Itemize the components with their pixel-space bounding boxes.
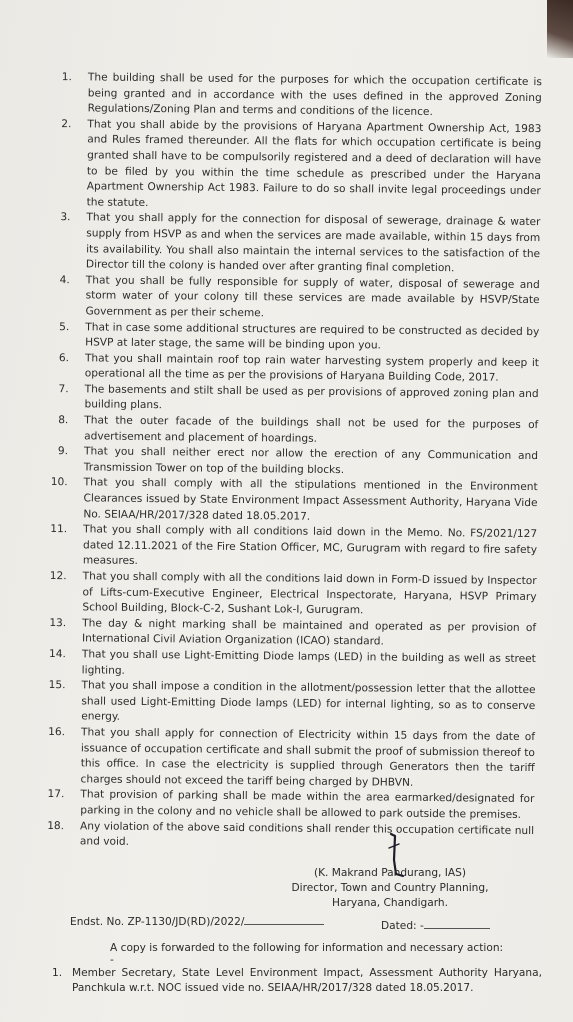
condition-number: 17. <box>47 788 65 801</box>
condition-number: 14. <box>48 647 66 661</box>
condition-number: 11. <box>50 523 68 536</box>
condition-text: That the outer facade of the buildings shall not be used for the purposes of advertisement and placement of hoardings. <box>84 414 539 445</box>
condition-text: That you shall apply for connection of Electricity within 15 days from the date of issuance of occupation certificate and shall submit the proof of submission thereof to this office. In case the electricity is supplied through Generators then the tariff charges should not exceed the tariff being charged by DHBVN. <box>80 726 536 789</box>
condition-item <box>44 818 534 854</box>
condition-text: That you shall comply with all the stipulations mentioned in the Environment Clearances issued by State Environment Impact Assessment Authority, Haryana Vide No. SEIAA/HR/2017/328 dated 18.05.2017. <box>83 476 538 523</box>
condition-item <box>46 647 536 683</box>
condition-item <box>51 117 542 216</box>
copy-recipient-item <box>52 966 542 996</box>
condition-number: 1. <box>61 71 72 84</box>
conditions-list <box>44 70 542 855</box>
condition-number: 7. <box>58 382 69 396</box>
condition-text: Any violation of the above said conditions shall render this occupation certificate null and void. <box>79 819 535 848</box>
condition-item <box>47 475 537 527</box>
condition-text: The basements and stilt shall be used as per provisions of approved zoning plan and building plans. <box>84 383 539 412</box>
condition-number: 9. <box>57 445 69 458</box>
condition-text: That in case some additional structures are required to be constructed as decided by HSVP at later stage, the same will be binding upon you. <box>85 320 540 352</box>
condition-text: That you shall apply for the connection for disposal of sewerage, drainage & water supply from HSVP as and when the services are made available, within 15 days from its availability. You shall also maintain the internal services to the satisfaction of the Director till the colony is handed over after granting final completion. <box>85 211 541 275</box>
condition-number: 15. <box>48 679 66 692</box>
condition-item <box>47 522 537 574</box>
signatory-name: (K. Makrand Pandurang, IAS) <box>313 867 467 879</box>
condition-item <box>46 616 536 652</box>
condition-number: 16. <box>48 725 66 739</box>
condition-item <box>48 382 538 418</box>
signature-block <box>290 866 490 911</box>
condition-item <box>49 319 539 355</box>
condition-number: 4. <box>59 273 70 286</box>
condition-text: The day & night marking shall be maintained and operated as per provision of International Civil Aviation Organization (ICAO) standard. <box>81 617 537 648</box>
condition-text: That you shall impose a condition in the allotment/possession letter that the allottee shall used Light-Emitting Diode lamps (LED) for internal lighting, so as to conserve energy. <box>81 679 536 724</box>
condition-item <box>48 413 538 449</box>
endorsement-date <box>381 918 490 932</box>
condition-number: 3. <box>60 211 71 224</box>
dated-blank <box>424 918 490 929</box>
condition-number: 6. <box>58 351 70 364</box>
copy-recipient-text: Member Secretary, State Level Environment Impact, Assessment Authority Haryana, Panchkula w.r.t. NOC issued vide no. SEIAA/HR/2017/328 dated 18.05.2017. <box>72 967 542 994</box>
endorsement-number: Endst. No. ZP-1130/JD(RD)/2022/ <box>70 916 245 928</box>
endorsement-blank <box>244 914 324 925</box>
condition-text: That you shall use Light-Emitting Diode lamps (LED) in the building as well as street lighting. <box>81 648 536 677</box>
copy-recipient-number: 1. <box>52 967 63 979</box>
condition-number: 2. <box>61 117 72 130</box>
condition-item <box>46 569 536 621</box>
dated-label: Dated: - <box>381 920 424 932</box>
condition-text: That you shall maintain roof top rain water harvesting system properly and keep it operational all the time as per the provisions of Haryana Building Code, 2017. <box>84 352 540 384</box>
condition-text: The building shall be used for the purposes for which the occupation certificate is being granted and in accordance with the uses defined in the approved Zoning Regulations/Zoning Plan and terms and conditions of the licence. <box>87 71 542 119</box>
copy-forward-note: A copy is forwarded to the following for information and necessary action: - <box>110 942 504 966</box>
condition-item <box>50 210 541 278</box>
condition-text: That provision of parking shall be made within the area earmarked/designated for parking in the colony and no vehicle shall be allowed to park outside the premises. <box>80 788 535 821</box>
signatory-place: Haryana, Chandigarh. <box>332 897 448 909</box>
condition-number: 5. <box>59 320 70 333</box>
condition-item <box>44 787 534 823</box>
condition-item <box>49 351 539 387</box>
condition-text: That you shall comply with all the conditions laid down in Form-D issued by Inspector of Lifts-cum-Executive Engineer, Electrical Inspectorate, Haryana, HSVP Primary School Building, Block-C-2, Sushant Lok-I, Gurugram. <box>82 570 537 617</box>
condition-number: 8. <box>58 414 69 427</box>
condition-item <box>44 725 535 793</box>
signatory-designation: Director, Town and Country Planning, <box>291 882 489 894</box>
condition-text: That you shall comply with all conditions laid down in the Memo. No. FS/2021/127 dated 12.11.2021 of the Fire Station Officer, MC, Gurugram with regard to fire safety measures. <box>82 523 538 568</box>
background-edge <box>547 0 573 58</box>
condition-text: That you shall be fully responsible for supply of water, disposal of sewerage and storm water of your colony till these services are made available by HSVP/State Government as per their scheme. <box>85 274 540 320</box>
condition-number: 13. <box>49 616 67 629</box>
condition-item <box>45 678 535 730</box>
condition-item <box>52 70 542 122</box>
condition-item <box>48 444 538 480</box>
condition-text: That you shall abide by the provisions of Haryana Apartment Ownership Act, 1983 and Rules framed thereunder. All the flats for which occupation certificate is being granted shall have to be compulsorily registered and a deed of declaration will have to be filed by you within the time schedule as prescribed under the Haryana Apartment Ownership Act 1983. Failure to do so shall invite legal proceedings under the statute. <box>86 118 542 209</box>
condition-number: 12. <box>49 570 67 583</box>
condition-number: 10. <box>50 476 68 489</box>
condition-item <box>49 273 539 325</box>
condition-number: 18. <box>47 819 65 832</box>
condition-text: That you shall neither erect nor allow the erection of any Communication and Transmission Tower on top of the building blocks. <box>83 445 539 476</box>
endorsement-line <box>70 914 490 932</box>
